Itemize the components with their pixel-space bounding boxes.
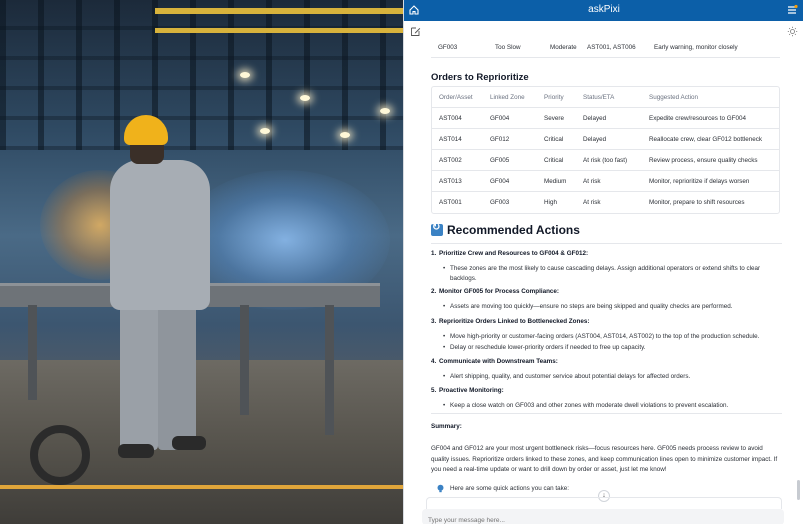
table-row	[432, 108, 779, 129]
action-bullet: • Keep a close watch on GF003 and other zones with moderate dwell violations to prevent escalation.	[450, 401, 780, 411]
cell-action: Monitor, reprioritize if delays worsen	[649, 178, 750, 185]
action-bullet: • Assets are moving too quickly—ensure no steps are being skipped and quality checks are performed.	[450, 302, 780, 312]
summary-heading: Summary:	[431, 423, 462, 430]
table-header	[432, 87, 779, 108]
cell-action: Monitor, prepare to shift resources	[649, 199, 745, 206]
photo-lamp	[240, 72, 250, 78]
cell-priority: Critical	[544, 157, 564, 164]
photo-cable-reel	[30, 425, 90, 485]
action-bullet: • Move high-priority or customer-facing orders (AST004, AST014, AST002) to the top of the production schedule.	[450, 332, 780, 342]
photo-shoe	[172, 436, 206, 450]
column-header: Order/Asset	[439, 94, 473, 101]
action-title: Reprioritize Orders Linked to Bottlenecked Zones:	[439, 318, 590, 325]
top-bar	[404, 0, 803, 21]
action-title: Monitor GF005 for Process Compliance:	[439, 288, 560, 295]
action-number: 1.	[431, 250, 437, 257]
summary-text: GF004 and GF012 are your most urgent bottleneck risks—focus resources here. GF005 needs process review to avoid quality issues. Reprioritize orders linked to these zones, and keep communication lines open to minimize customer impact. If you need a real-time update or want to drill down by order or asset, just let me know!	[431, 445, 778, 473]
cell-priority: Medium	[544, 178, 567, 185]
photo-lamp	[340, 132, 350, 138]
photo-shoe	[118, 444, 154, 458]
cell-zone: GF012	[490, 136, 510, 143]
cell-order: AST014	[439, 136, 462, 143]
cell-zone: GF003	[490, 199, 510, 206]
photo-roof	[0, 0, 403, 150]
orders-table	[431, 86, 780, 214]
cell-order: AST013	[439, 178, 462, 185]
cell-order: AST004	[439, 115, 462, 122]
chat-message	[422, 36, 782, 506]
divider	[431, 243, 782, 244]
table-row	[432, 171, 779, 192]
cell-zone: GF003	[438, 44, 458, 51]
table-row	[432, 192, 779, 213]
photo-table-leg	[240, 305, 249, 415]
cell-order: AST002	[439, 157, 462, 164]
recommended-title	[431, 223, 580, 237]
sun-icon[interactable]	[787, 26, 798, 37]
cell-action: Expedite crew/resources to GF004	[649, 115, 746, 122]
photo-table-leg	[325, 305, 334, 435]
message-input-container	[422, 509, 784, 524]
photo-table-leg	[28, 305, 37, 400]
action-number: 3.	[431, 318, 437, 325]
photo-beam	[155, 28, 403, 33]
column-header: Linked Zone	[490, 94, 525, 101]
menu-icon[interactable]	[786, 4, 798, 16]
column-header: Status/ETA	[583, 94, 615, 101]
section-title: Orders to Reprioritize	[431, 72, 529, 83]
table-row	[431, 36, 780, 58]
photo-worker	[110, 160, 210, 310]
photo-lamp	[380, 108, 390, 114]
bulb-icon	[436, 484, 445, 493]
table-row	[432, 129, 779, 150]
cell-issue: Too Slow	[495, 44, 521, 51]
cell-order: AST001	[439, 199, 462, 206]
photo-worker	[120, 300, 158, 450]
photo-worker	[158, 300, 196, 450]
photo-lamp	[300, 95, 310, 101]
cell-action: Reallocate crew, clear GF012 bottleneck	[649, 136, 763, 143]
table-row	[432, 150, 779, 171]
scrollbar[interactable]	[797, 480, 800, 500]
column-header: Priority	[544, 94, 564, 101]
cell-action: Early warning, monitor closely	[654, 44, 738, 51]
refresh-icon	[431, 224, 443, 236]
action-number: 2.	[431, 288, 437, 295]
app-title: askPixi	[588, 4, 620, 15]
recommended-title-text: Recommended Actions	[447, 223, 580, 237]
message-input[interactable]	[422, 512, 784, 524]
photo-lamp	[260, 128, 270, 134]
cell-status: Delayed	[583, 115, 607, 122]
cell-zone: GF005	[490, 157, 510, 164]
scroll-down-button[interactable]: ↓	[598, 490, 610, 502]
photo-beam	[155, 8, 403, 14]
cell-severity: Moderate	[550, 44, 577, 51]
quick-actions-bar	[426, 497, 782, 509]
edit-icon[interactable]	[410, 26, 421, 37]
cell-zone: GF004	[490, 115, 510, 122]
action-bullet: • Alert shipping, quality, and customer service about potential delays for affected orders.	[450, 372, 780, 382]
cell-assets: AST001, AST006	[587, 44, 636, 51]
cell-status: At risk	[583, 199, 601, 206]
cell-priority: Severe	[544, 115, 564, 122]
divider	[431, 413, 782, 414]
cell-priority: High	[544, 199, 557, 206]
action-title: Communicate with Downstream Teams:	[439, 358, 558, 365]
chat-panel	[403, 0, 803, 524]
cell-zone: GF004	[490, 178, 510, 185]
column-header: Suggested Action	[649, 94, 699, 101]
quick-actions-label: Here are some quick actions you can take:	[450, 485, 570, 492]
action-bullet: • Delay or reschedule lower-priority orders if needed to free up capacity.	[450, 343, 780, 353]
cell-status: Delayed	[583, 136, 607, 143]
cell-status: At risk	[583, 178, 601, 185]
action-number: 4.	[431, 358, 437, 365]
cell-status: At risk (too fast)	[583, 157, 628, 164]
action-number: 5.	[431, 387, 437, 394]
action-title: Proactive Monitoring:	[439, 387, 504, 394]
cell-action: Review process, ensure quality checks	[649, 157, 758, 164]
cell-priority: Critical	[544, 136, 564, 143]
photo-floor-stripe	[0, 485, 403, 489]
action-title: Prioritize Crew and Resources to GF004 & GF012:	[439, 250, 589, 257]
action-bullet: • These zones are the most likely to cause cascading delays. Assign additional operators or extend shifts to clear backlogs.	[450, 264, 780, 284]
